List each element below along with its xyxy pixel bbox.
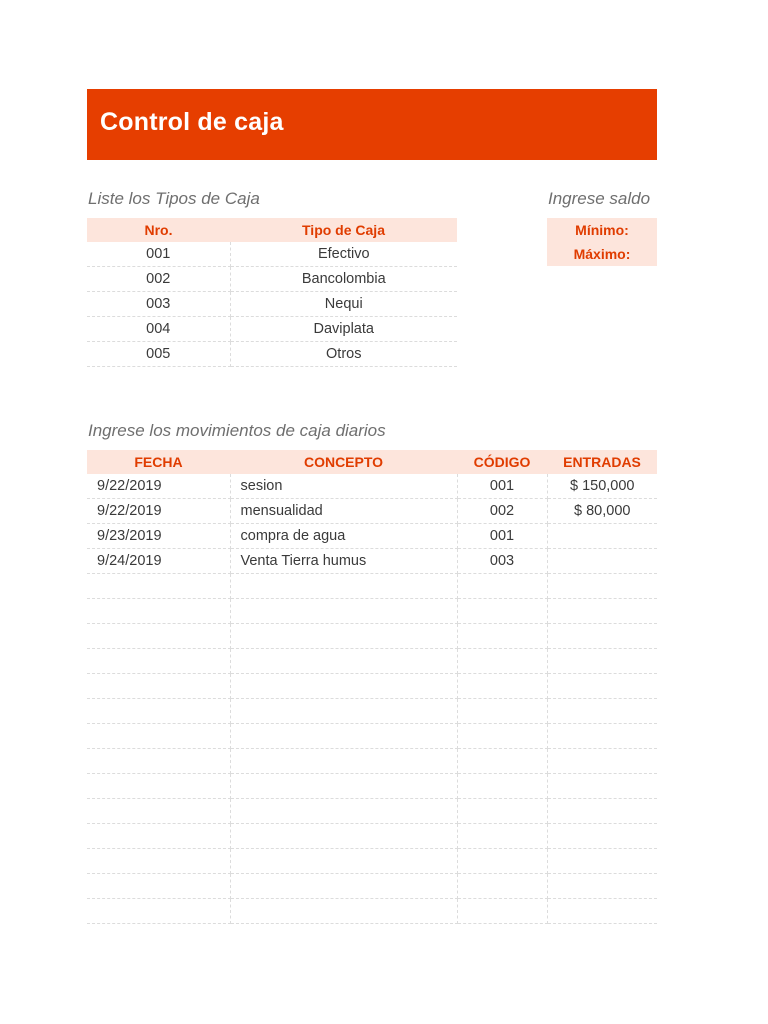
cell-codigo[interactable] — [457, 874, 547, 899]
header-nro: Nro. — [87, 218, 230, 242]
cell-nro[interactable]: 005 — [87, 342, 230, 367]
cell-entradas[interactable] — [547, 724, 657, 749]
table-row — [87, 649, 657, 674]
table-row — [87, 624, 657, 649]
cell-fecha[interactable] — [87, 724, 230, 749]
cell-entradas[interactable] — [547, 799, 657, 824]
cell-entradas[interactable] — [547, 849, 657, 874]
cell-fecha[interactable] — [87, 624, 230, 649]
table-row — [87, 267, 457, 292]
cell-nro[interactable]: 003 — [87, 292, 230, 317]
cell-concepto[interactable] — [230, 724, 457, 749]
cell-concepto[interactable] — [230, 774, 457, 799]
movimientos-label: Ingrese los movimientos de caja diarios — [88, 421, 386, 440]
cell-fecha[interactable] — [87, 874, 230, 899]
cell-entradas[interactable] — [547, 574, 657, 599]
table-row — [87, 724, 657, 749]
cell-concepto[interactable] — [230, 749, 457, 774]
cell-entradas[interactable] — [547, 549, 657, 574]
cell-entradas[interactable]: $ 80,000 — [547, 499, 657, 524]
cell-concepto[interactable] — [230, 674, 457, 699]
cell-concepto[interactable] — [230, 874, 457, 899]
cell-fecha[interactable] — [87, 849, 230, 874]
saldo-label: Ingrese saldo — [548, 189, 651, 208]
header-entradas: ENTRADAS — [547, 450, 657, 474]
cell-fecha[interactable] — [87, 674, 230, 699]
table-row — [87, 574, 657, 599]
cell-codigo[interactable] — [457, 724, 547, 749]
cell-entradas[interactable]: $ 150,000 — [547, 474, 657, 499]
table-row — [87, 899, 657, 924]
saldo-box — [547, 218, 657, 266]
table-row — [87, 699, 657, 724]
cell-codigo[interactable] — [457, 774, 547, 799]
header-codigo: CÓDIGO — [457, 450, 547, 474]
cell-concepto[interactable]: Venta Tierra humus — [230, 549, 457, 574]
cell-entradas[interactable] — [547, 824, 657, 849]
tipos-header-row — [87, 218, 457, 242]
cell-tipo[interactable]: Efectivo — [230, 242, 457, 267]
cell-concepto[interactable] — [230, 899, 457, 924]
cell-codigo[interactable]: 001 — [457, 524, 547, 549]
cell-fecha[interactable] — [87, 799, 230, 824]
maximo-label[interactable]: Máximo: — [573, 246, 631, 262]
cell-concepto[interactable] — [230, 624, 457, 649]
cell-codigo[interactable] — [457, 799, 547, 824]
cell-fecha[interactable] — [87, 699, 230, 724]
cell-entradas[interactable] — [547, 599, 657, 624]
table-row — [87, 317, 457, 342]
cell-fecha[interactable] — [87, 574, 230, 599]
cell-fecha[interactable] — [87, 899, 230, 924]
table-row — [87, 292, 457, 317]
cell-concepto[interactable]: mensualidad — [230, 499, 457, 524]
cell-concepto[interactable]: compra de agua — [230, 524, 457, 549]
cell-codigo[interactable] — [457, 749, 547, 774]
cell-codigo[interactable] — [457, 899, 547, 924]
cell-concepto[interactable] — [230, 649, 457, 674]
cell-entradas[interactable] — [547, 749, 657, 774]
cell-codigo[interactable]: 003 — [457, 549, 547, 574]
cell-nro[interactable]: 002 — [87, 267, 230, 292]
tipos-caja-table — [87, 218, 457, 367]
cell-fecha[interactable] — [87, 774, 230, 799]
cell-codigo[interactable] — [457, 674, 547, 699]
table-row — [87, 774, 657, 799]
table-row — [87, 599, 657, 624]
cell-codigo[interactable] — [457, 599, 547, 624]
cell-fecha[interactable]: 9/22/2019 — [87, 499, 230, 524]
table-row — [87, 749, 657, 774]
cell-concepto[interactable] — [230, 599, 457, 624]
cell-entradas[interactable] — [547, 874, 657, 899]
cell-codigo[interactable]: 002 — [457, 499, 547, 524]
cell-entradas[interactable] — [547, 899, 657, 924]
cell-entradas[interactable] — [547, 524, 657, 549]
cell-fecha[interactable]: 9/24/2019 — [87, 549, 230, 574]
cell-codigo[interactable] — [457, 624, 547, 649]
table-row — [87, 342, 457, 367]
movimientos-table — [87, 450, 657, 924]
cell-codigo[interactable] — [457, 574, 547, 599]
cell-tipo[interactable]: Otros — [230, 342, 457, 367]
cell-fecha[interactable]: 9/22/2019 — [87, 474, 230, 499]
table-row — [87, 849, 657, 874]
header-fecha: FECHA — [87, 450, 230, 474]
cell-tipo[interactable]: Nequi — [230, 292, 457, 317]
tipos-caja-label: Liste los Tipos de Caja — [88, 189, 260, 208]
table-row — [87, 524, 657, 549]
table-row — [87, 674, 657, 699]
cell-fecha[interactable] — [87, 824, 230, 849]
cell-codigo[interactable] — [457, 849, 547, 874]
cell-fecha[interactable]: 9/23/2019 — [87, 524, 230, 549]
table-row — [87, 824, 657, 849]
cell-entradas[interactable] — [547, 674, 657, 699]
cell-fecha[interactable] — [87, 599, 230, 624]
cell-concepto[interactable] — [230, 824, 457, 849]
cell-entradas[interactable] — [547, 774, 657, 799]
cell-entradas[interactable] — [547, 624, 657, 649]
cell-fecha[interactable] — [87, 749, 230, 774]
cell-entradas[interactable] — [547, 699, 657, 724]
cell-codigo[interactable] — [457, 699, 547, 724]
cell-concepto[interactable] — [230, 799, 457, 824]
table-row — [87, 499, 657, 524]
cell-concepto[interactable] — [230, 699, 457, 724]
cell-codigo[interactable] — [457, 649, 547, 674]
cell-concepto[interactable] — [230, 574, 457, 599]
table-row — [87, 874, 657, 899]
cell-concepto[interactable] — [230, 849, 457, 874]
table-row — [87, 474, 657, 499]
title-banner — [87, 89, 657, 160]
cell-fecha[interactable] — [87, 649, 230, 674]
cell-nro[interactable]: 004 — [87, 317, 230, 342]
cell-codigo[interactable]: 001 — [457, 474, 547, 499]
header-tipo-de-caja: Tipo de Caja — [230, 218, 457, 242]
header-concepto: CONCEPTO — [230, 450, 457, 474]
cell-tipo[interactable]: Bancolombia — [230, 267, 457, 292]
table-row — [87, 549, 657, 574]
movimientos-header-row — [87, 450, 657, 474]
cell-entradas[interactable] — [547, 649, 657, 674]
minimo-label[interactable]: Mínimo: — [575, 222, 629, 238]
table-row — [87, 799, 657, 824]
table-row — [87, 242, 457, 267]
cell-concepto[interactable]: sesion — [230, 474, 457, 499]
cell-nro[interactable]: 001 — [87, 242, 230, 267]
page-title: Control de caja — [100, 108, 284, 136]
cell-codigo[interactable] — [457, 824, 547, 849]
cell-tipo[interactable]: Daviplata — [230, 317, 457, 342]
